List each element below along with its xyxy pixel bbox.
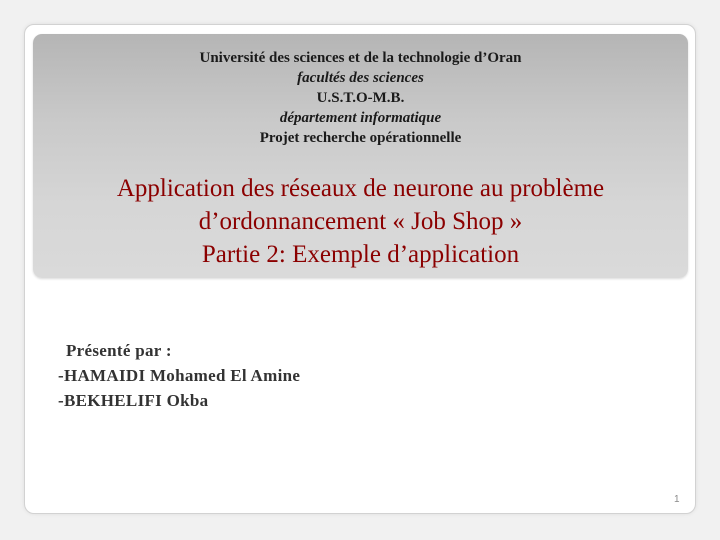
page-number: 1	[674, 494, 680, 505]
faculty-name: facultés des sciences	[297, 70, 424, 86]
presenter-name-2: -BEKHELIFI Okba	[58, 391, 209, 410]
course-name: Projet recherche opérationnelle	[259, 130, 462, 146]
title-line-2: d’ordonnancement « Job Shop »	[198, 208, 523, 235]
university-name: Université des sciences et de la technologie d’Oran	[199, 50, 522, 66]
department-name: département informatique	[279, 110, 442, 126]
title-line-3: Partie 2: Exemple d’application	[201, 241, 520, 268]
presenters-label: Présenté par :	[66, 341, 172, 360]
institution-header	[33, 48, 688, 148]
university-acronym: U.S.T.O-M.B.	[316, 90, 405, 106]
slide-title	[33, 172, 688, 271]
title-line-1: Application des réseaux de neurone au problème	[116, 175, 605, 202]
presenter-name-1: -HAMAIDI Mohamed El Amine	[58, 366, 301, 385]
presenters-block	[58, 338, 300, 413]
